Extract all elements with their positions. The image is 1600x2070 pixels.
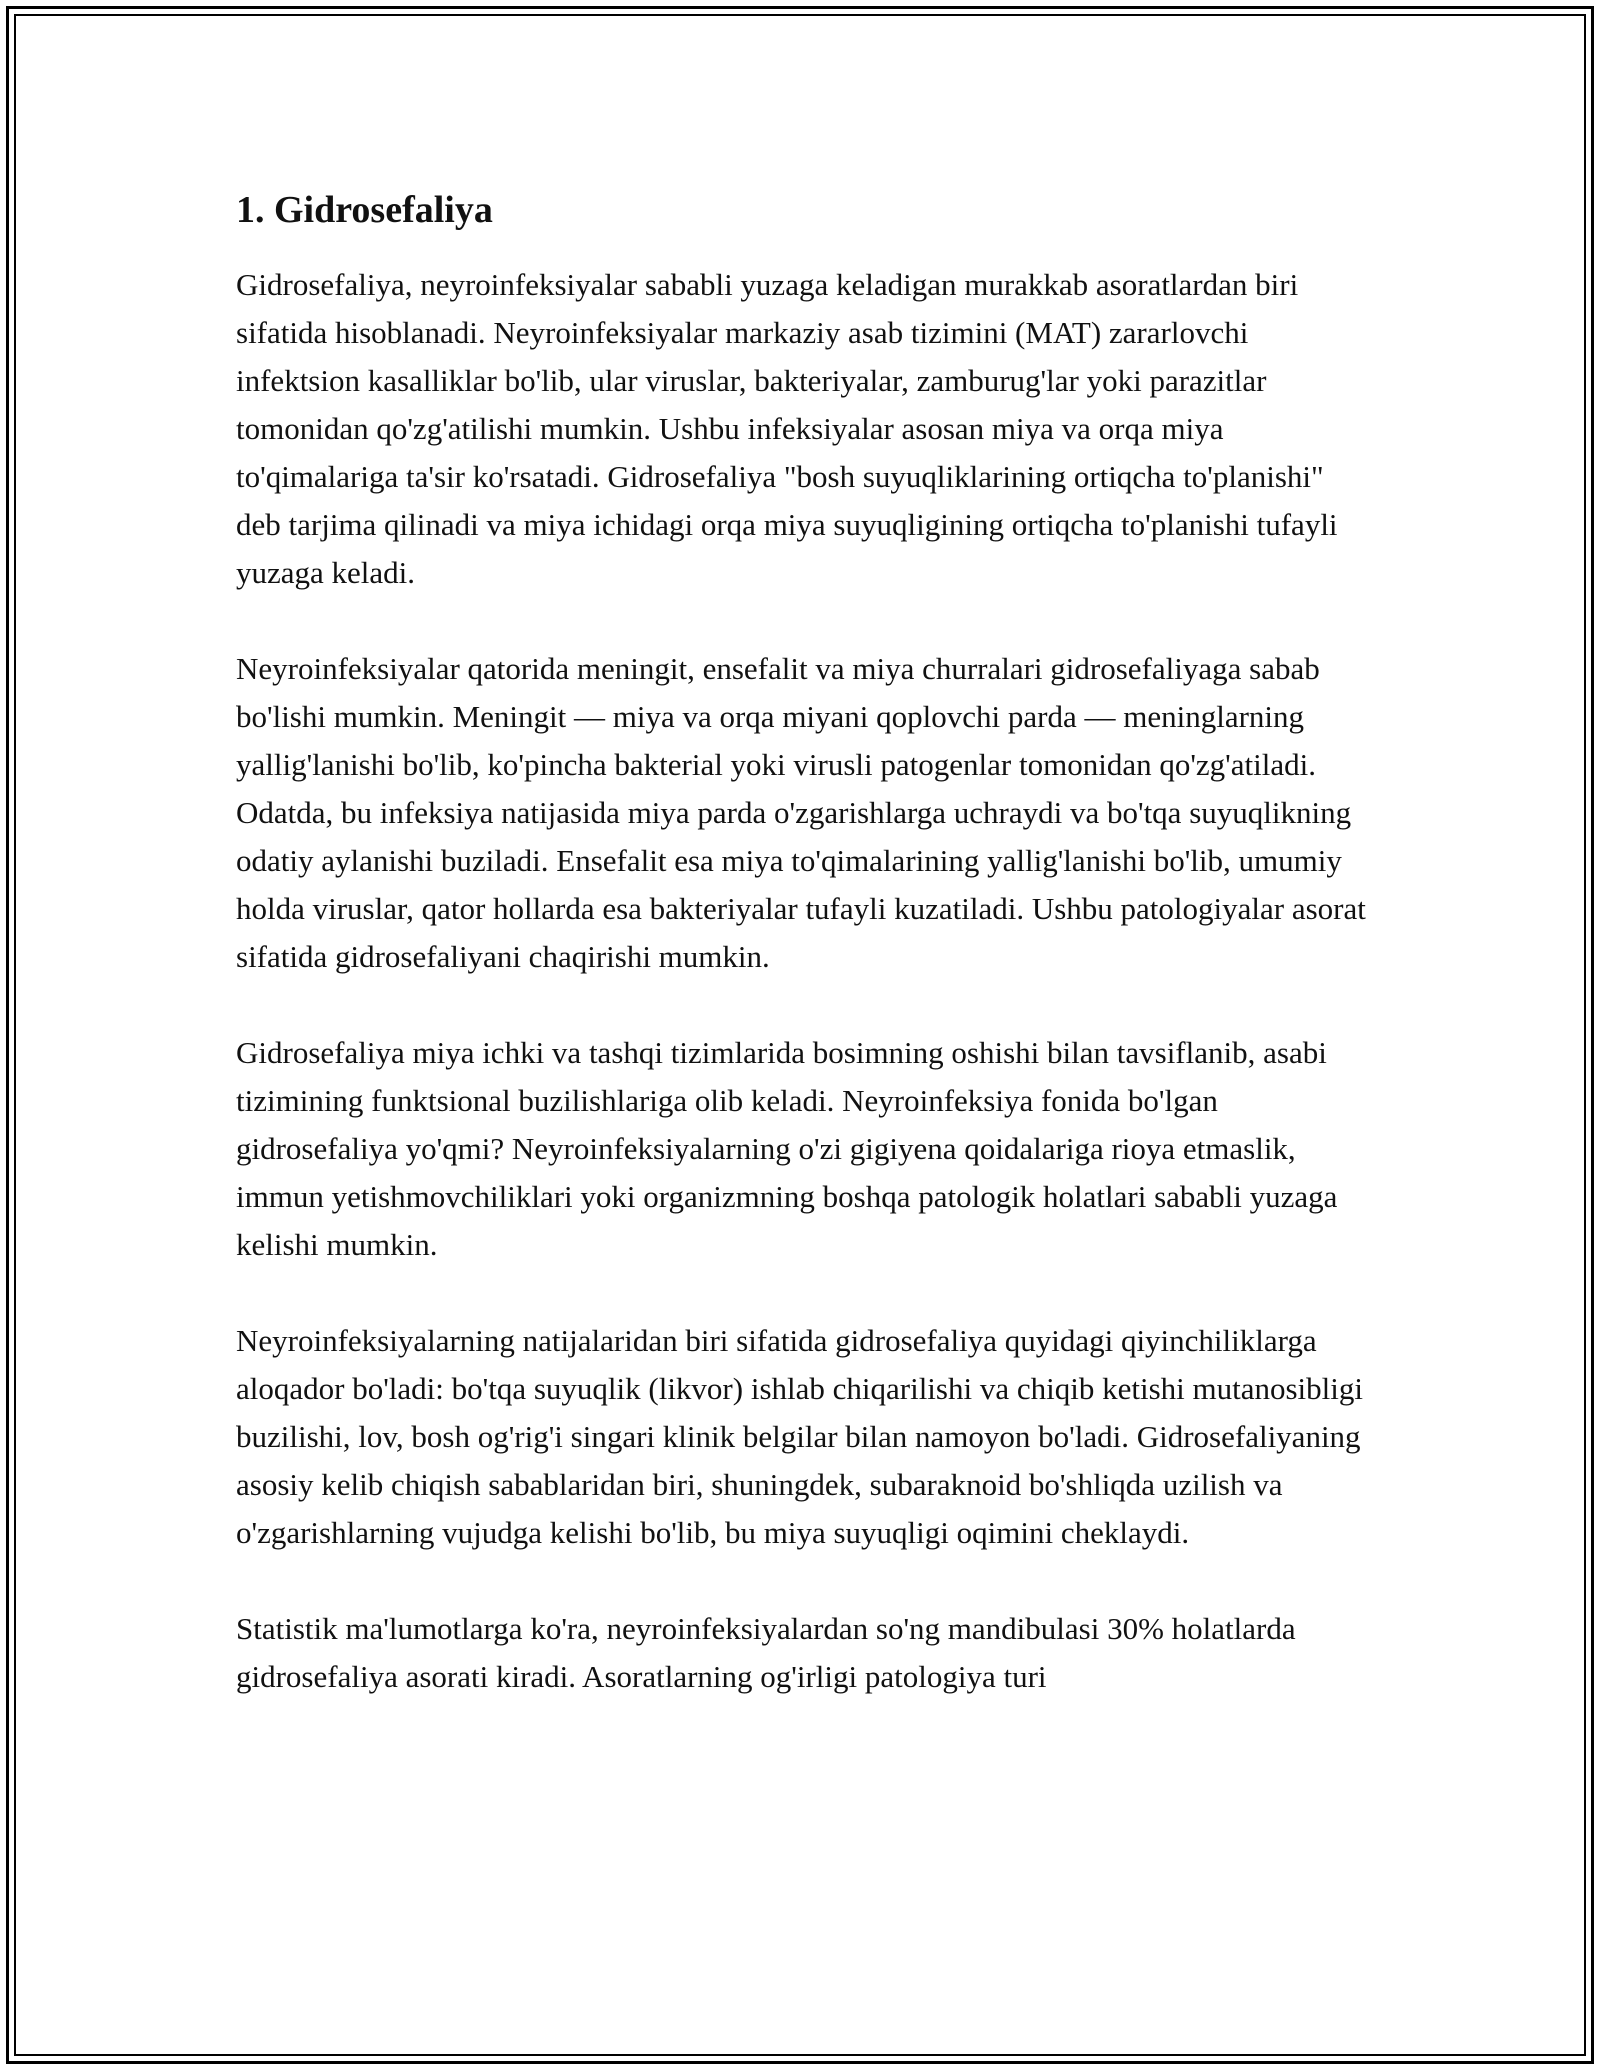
paragraph-4: Neyroinfeksiyalarning natijalaridan biri sifatida gidrosefaliya quyidagi qiyinchiliklarga aloqador bo'ladi: bo'tqa suyuqlik (likvor) ishlab chiqarilishi va chiqib ketishi mutanosibligi buzilishi, lov, bosh og'rig'i singari klinik belgilar bilan namoyon bo'ladi. Gidrosefaliyaning asosiy kelib chiqish sabablaridan biri, shuningdek, subaraknoid bo'shliqda uzilish va o'zgarishlarning vujudga kelishi bo'lib, bu miya suyuqligi oqimini cheklaydi. [236,1323,1364,1551]
paragraph-3: Gidrosefaliya miya ichki va tashqi tizimlarida bosimning oshishi bilan tavsiflanib, asabi tizimining funktsional buzilishlariga olib keladi. Neyroinfeksiya fonida bo'lgan gidrosefaliya yo'qmi? Neyroinfeksiyalarning o'zi gigiyena qoidalariga rioya etmaslik, immun yetishmovchiliklari yoki organizmning boshqa patologik holatlari sababli yuzaga kelishi mumkin. [236,1035,1338,1263]
paragraph-1: Gidrosefaliya, neyroinfeksiyalar sababli yuzaga keladigan murakkab asoratlardan biri sifatida hisoblanadi. Neyroinfeksiyalar markaziy asab tizimini (MAT) zararlovchi infektsion kasalliklar bo'lib, ular viruslar, bakteriyalar, zamburug'lar yoki parazitlar tomonidan qo'zg'atilishi mumkin. Ushbu infeksiyalar asosan miya va orqa miya to'qimalariga ta'sir ko'rsatadi. Gidrosefaliya "bosh suyuqliklarining ortiqcha to'planishi" deb tarjima qilinadi va miya ichidagi orqa miya suyuqligining ortiqcha to'planishi tufayli yuzaga keladi. [236,267,1338,591]
document-body [236,186,1376,1749]
section-heading: 1. Gidrosefaliya [236,189,493,231]
paragraph-2: Neyroinfeksiyalar qatorida meningit, ensefalit va miya churralari gidrosefaliyaga sabab bo'lishi mumkin. Meningit — miya va orqa miyani qoplovchi parda — meninglarning yallig'lanishi bo'lib, ko'pincha bakterial yoki virusli patogenlar tomonidan qo'zg'atiladi. Odatda, bu infeksiya natijasida miya parda o'zgarishlarga uchraydi va bo'tqa suyuqlikning odatiy aylanishi buziladi. Ensefalit esa miya to'qimalarining yallig'lanishi bo'lib, umumiy holda viruslar, qator hollarda esa bakteriyalar tufayli kuzatiladi. Ushbu patologiyalar asorat sifatida gidrosefaliyani chaqirishi mumkin. [236,651,1366,975]
paragraph-5: Statistik ma'lumotlarga ko'ra, neyroinfeksiyalardan so'ng mandibulasi 30% holatlarda gidrosefaliya asorati kiradi. Asoratlarning og'irligi patologiya turi [236,1611,1296,1695]
